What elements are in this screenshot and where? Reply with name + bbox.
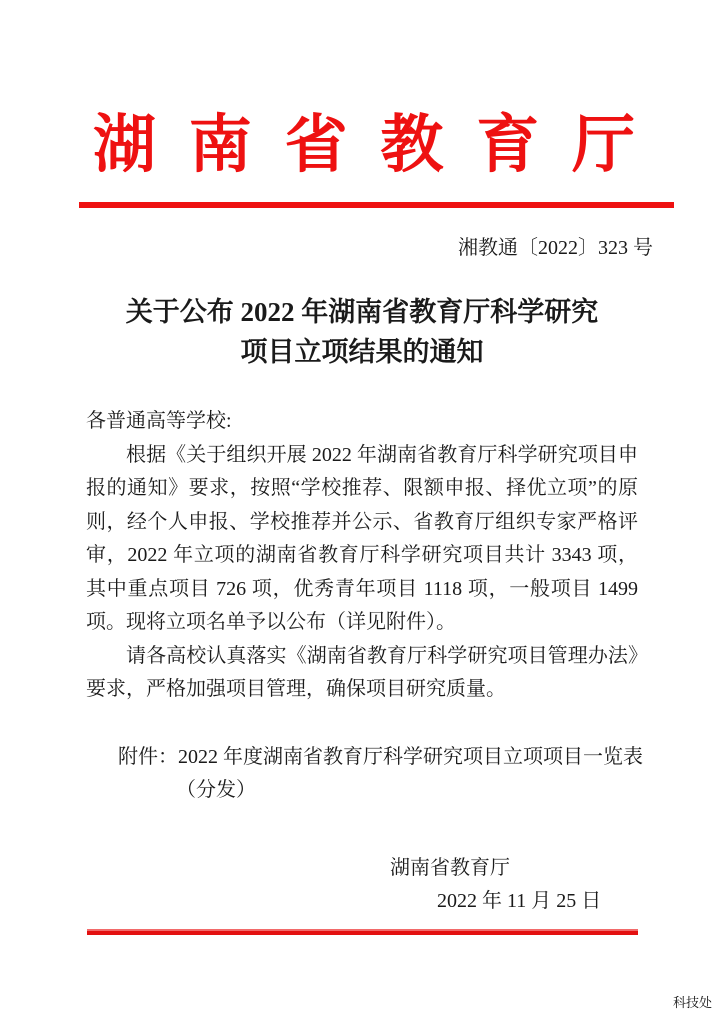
letterhead-divider-rule — [79, 202, 674, 208]
letterhead-char: 厅 — [571, 110, 635, 180]
letterhead-agency-name — [93, 110, 635, 180]
letterhead-char: 育 — [476, 110, 540, 180]
letterhead-char: 教 — [380, 110, 444, 180]
signature-agency: 湖南省教育厅 — [390, 856, 510, 879]
body-paragraph-2: 请各高校认真落实《湖南省教育厅科学研究项目管理办法》要求，严格加强项目管理，确保项目研究质量。 — [86, 644, 638, 700]
document-title-line1: 关于公布 2022 年湖南省教育厅科学研究 — [125, 297, 599, 327]
footer-department: 科技处 — [672, 995, 712, 1010]
letterhead-char: 湖 — [93, 110, 156, 180]
signature-block — [86, 852, 638, 919]
body-paragraph-1: 根据《关于组织开展 2022 年湖南省教育厅科学研究项目申报的通知》要求，按照“学校推荐、限额申报、择优立项”的原则，经个人申报、学校推荐并公示、省教育厅组织专家严格评审，2022 年立项的湖南省教育厅科学研究项目共计 3343 项，其中重点项目 726 项，优秀青年项目 1118 项，一般项目 1499 项。现将立项名单予以公布（详见附件）。 — [86, 443, 638, 633]
attachment-line1 — [86, 741, 643, 775]
attachment-line2: （分发） — [176, 779, 256, 801]
attachment-label: 附件： — [118, 745, 178, 768]
attachment-name: 2022 年度湖南省教育厅科学研究项目立项项目一览表 — [178, 745, 643, 768]
signature-date: 2022 年 11 月 25 日 — [437, 890, 602, 912]
document-body — [86, 405, 643, 919]
document-number: 湘教通〔2022〕323 号 — [458, 237, 653, 259]
attachment-note — [86, 741, 643, 808]
document-title-line2: 项目立项结果的通知 — [240, 337, 484, 367]
document-title — [86, 292, 638, 372]
letterhead-char: 省 — [284, 110, 348, 180]
letterhead-char: 南 — [188, 110, 252, 180]
footer-divider-rule — [87, 929, 638, 935]
salutation: 各普通高等学校: — [86, 410, 232, 432]
